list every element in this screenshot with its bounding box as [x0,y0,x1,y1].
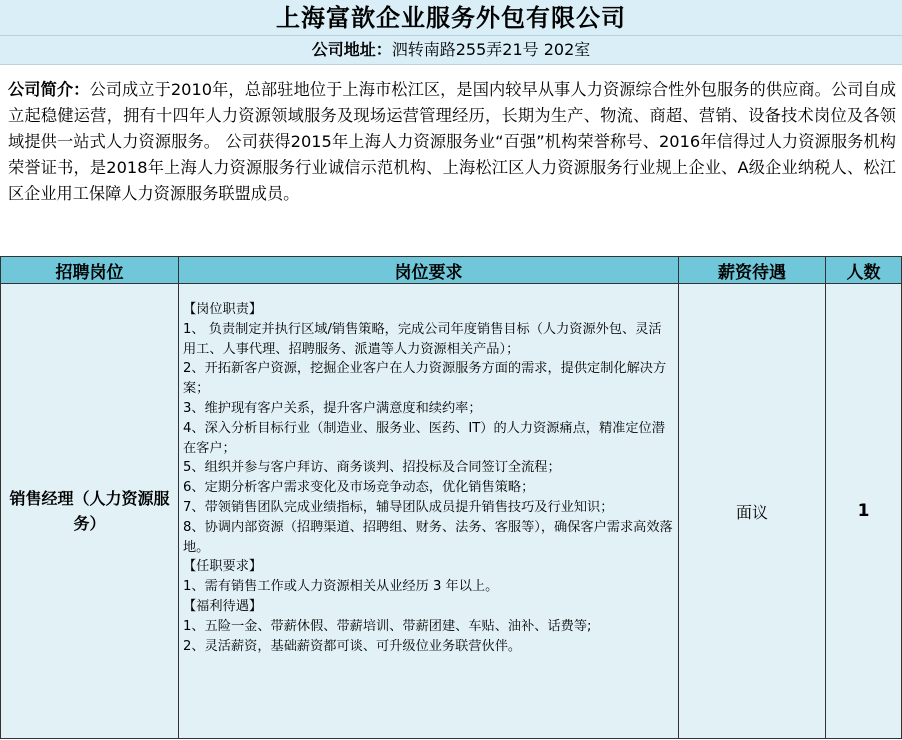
address-label: 公司地址： [311,40,392,59]
job-table [0,256,902,739]
requirement-line: 4、深入分析目标行业（制造业、服务业、医药、IT）的人力资源痛点，精准定位潜在客户； [183,420,665,456]
divider [0,64,902,65]
intro-text: 公司成立于2010年，总部驻地位于上海市松江区，是国内较早从事人力资源综合性外包服务的供应商。公司自成立起稳健运营，拥有十四年人力资源领域服务及现场运营管理经历，长期为生产、物流、商超、营销、设备技术岗位及各领域提供一站式人力资源服务。 公司获得2015年上海人力资源服务业“百强”机构荣誉称号、2016年信得过人力资源服务机构荣誉证书，是2018年上海人力资源服务行业诚信示范机构、上海松江区人力资源服务行业规上企业、A级企业纳税人、松江区企业用工保障人力资源服务联盟成员。 [8,80,897,203]
table-header-row [1,257,902,284]
requirement-line: 【福利待遇】 [183,598,263,614]
position-cell: 销售经理（人力资源服务） [1,284,179,739]
requirement-line: 2、开拓新客户资源，挖掘企业客户在人力资源服务方面的需求，提供定制化解决方案； [183,361,667,397]
table-row [1,284,902,739]
requirement-line: 5、组织并参与客户拜访、商务谈判、招投标及合同签订全流程； [183,460,561,476]
requirement-line: 8、协调内部资源（招聘渠道、招聘组、财务、法务、客服等），确保客户需求高效落地。 [183,519,673,555]
requirement-line: 6、定期分析客户需求变化及市场竞争动态，优化销售策略； [183,480,535,496]
header-salary: 薪资待遇 [679,257,826,284]
company-address [0,36,902,64]
requirement-line: 7、带领销售团队完成业绩指标，辅导团队成员提升销售技巧及行业知识； [183,499,614,515]
address-text: 泗转南路255弄21号 202室 [391,40,591,59]
headcount-cell: 1 [826,284,902,739]
header-count: 人数 [826,257,902,284]
header-position: 招聘岗位 [1,257,179,284]
requirements-list [179,284,678,660]
company-name: 上海富歆企业服务外包有限公司 [0,0,902,36]
company-intro [8,77,896,207]
requirement-line: 1、五险一金、带薪休假、带薪培训、带薪团建、车贴、油补、话费等; [183,618,592,634]
salary-cell: 面议 [679,284,826,739]
requirements-cell [179,284,679,739]
requirement-line: 【岗位职责】 [183,302,263,317]
header-requirements: 岗位要求 [179,257,679,284]
intro-label: 公司简介： [8,80,90,99]
requirement-line: 1、 负责制定并执行区域/销售策略，完成公司年度销售目标（人力资源外包、灵活用工、人事代理、招聘服务、派遣等人力资源相关产品）； [183,321,662,357]
requirement-line: 1、需有销售工作或人力资源相关从业经历 3 年以上。 [183,579,499,595]
requirement-line: 2、灵活薪资，基础薪资都可谈、可升级位业务联营伙伴。 [183,638,522,654]
requirement-line: 【任职要求】 [183,559,263,575]
requirement-line: 3、维护现有客户关系，提升客户满意度和续约率； [183,400,482,416]
